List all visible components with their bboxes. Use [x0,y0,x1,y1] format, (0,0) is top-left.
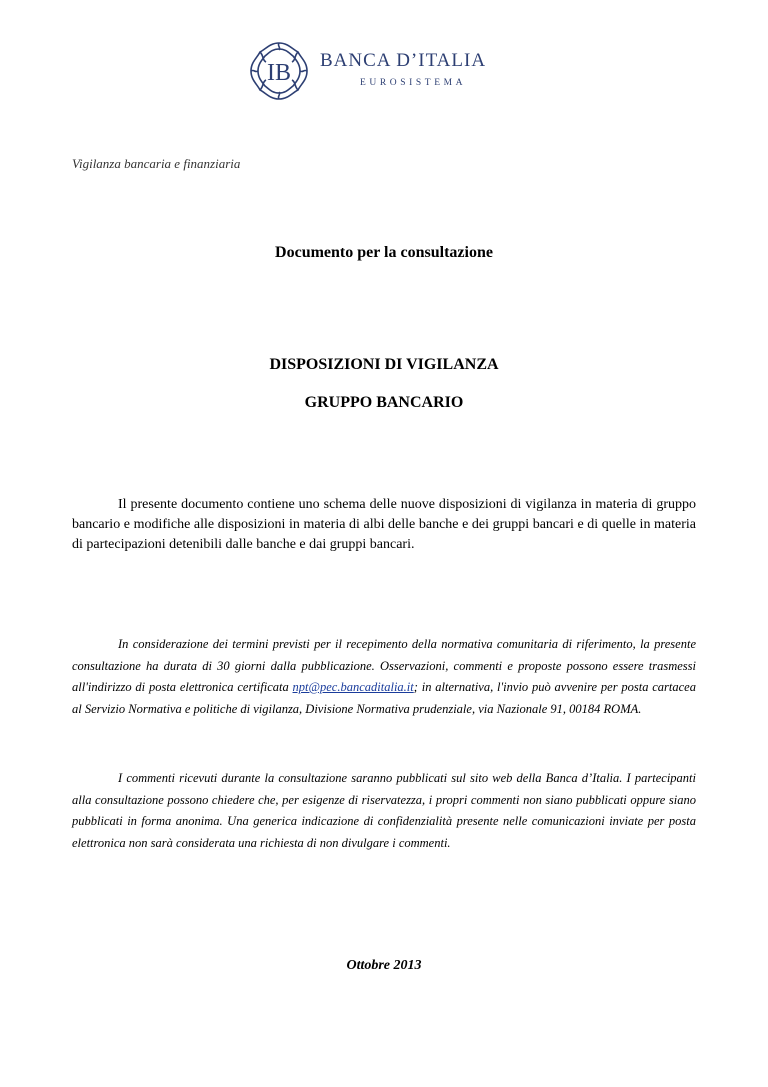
document-title-line2: GRUPPO BANCARIO [304,394,464,411]
comments-paragraph: I commenti ricevuti durante la consultazione saranno pubblicati sul sito web della Banca d’Italia. I partecipanti alla consultazione possono chiedere che, per esigenze di riservatezza, i propri commenti non siano pubblicati oppure siano pubblicati in forma anonima. Una generica indicazione di confidenzialità presente nelle comunicazioni inviate per posta elettronica non sarà considerata una richiesta di non divulgare i commenti. [72,771,696,850]
consultation-text-after: ; in alternativa, l'invio può avvenire per posta cartacea al Servizio Normativa e politiche di vigilanza, Divisione Normativa prudenziale, via Nazionale 91, 00184 ROMA. [72,680,696,716]
bank-logo [248,40,548,102]
emblem-letters: IB [267,60,291,86]
consultation-paragraph [72,634,696,720]
pec-email-link[interactable]: npt@pec.bancaditalia.it [292,680,414,694]
department-label: Vigilanza bancaria e finanziaria [72,156,241,171]
intro-paragraph: Il presente documento contiene uno schema delle nuove disposizioni di vigilanza in materia di gruppo bancario e modifiche alle disposizioni in materia di albi delle banche e dei gruppi bancari e di quelle in materia di partecipazioni detenibili dalle banche e dai gruppi bancari. [72,497,696,552]
document-title-line1: DISPOSIZIONI DI VIGILANZA [269,356,499,373]
brand-name: BANCA D’ITALIA [320,50,487,71]
document-type: Documento per la consultazione [275,244,493,261]
consultation-text-before: In considerazione dei termini previsti per il recepimento della normativa comunitaria di riferimento, la presente consultazione ha durata di 30 giorni dalla pubblicazione. Osservazioni, commenti e proposte possono essere trasmessi all'indirizzo di posta elettronica certificata [72,637,696,694]
publication-date: Ottobre 2013 [346,958,422,973]
bank-emblem-icon [248,40,310,102]
brand-subtitle: EUROSISTEMA [360,78,467,88]
